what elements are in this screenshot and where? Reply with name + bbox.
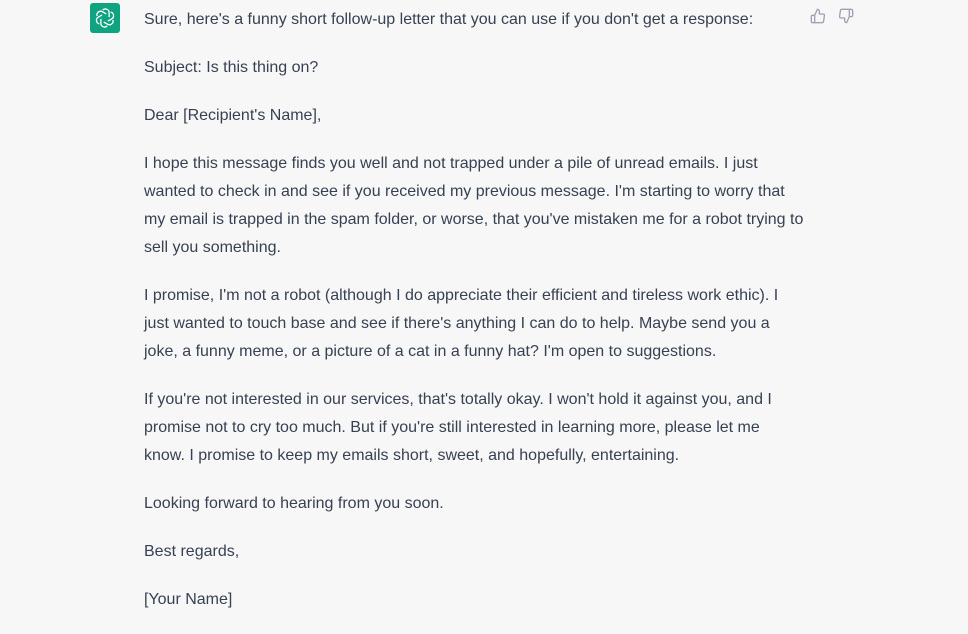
feedback-controls	[808, 6, 856, 26]
letter-signoff: Best regards,	[144, 543, 240, 560]
assistant-avatar	[90, 3, 120, 33]
letter-paragraph-2: I promise, I'm not a robot (although I do appreciate their efficient and tireless work ethic). I just wanted to touch base and see if there's anything I can do to help. Maybe send you a joke, a funny meme, or a picture of a cat in a funny hat? I'm open to suggestions.	[144, 287, 779, 360]
message-intro: Sure, here's a funny short follow-up letter that you can use if you don't get a response:	[144, 11, 754, 28]
thumbs-down-button[interactable]	[836, 6, 856, 26]
openai-logo-icon	[94, 7, 116, 29]
letter-greeting: Dear [Recipient's Name],	[144, 107, 322, 124]
thumbs-up-icon	[810, 8, 826, 24]
letter-closing-line: Looking forward to hearing from you soon.	[144, 495, 444, 512]
letter-subject: Subject: Is this thing on?	[144, 59, 319, 76]
letter-signature: [Your Name]	[144, 591, 233, 608]
thumbs-down-icon	[838, 8, 854, 24]
letter-paragraph-1: I hope this message finds you well and not trapped under a pile of unread emails. I just wanted to check in and see if you received my previous message. I'm starting to worry that my email is trapped in the spam folder, or worse, that you've mistaken me for a robot trying to sell you something.	[144, 155, 804, 256]
thumbs-up-button[interactable]	[808, 6, 828, 26]
letter-paragraph-3: If you're not interested in our services, that's totally okay. I won't hold it against you, and I promise not to cry too much. But if you're still interested in learning more, please let me know. I promise to keep my emails short, sweet, and hopefully, entertaining.	[144, 391, 772, 464]
assistant-message	[144, 6, 804, 634]
